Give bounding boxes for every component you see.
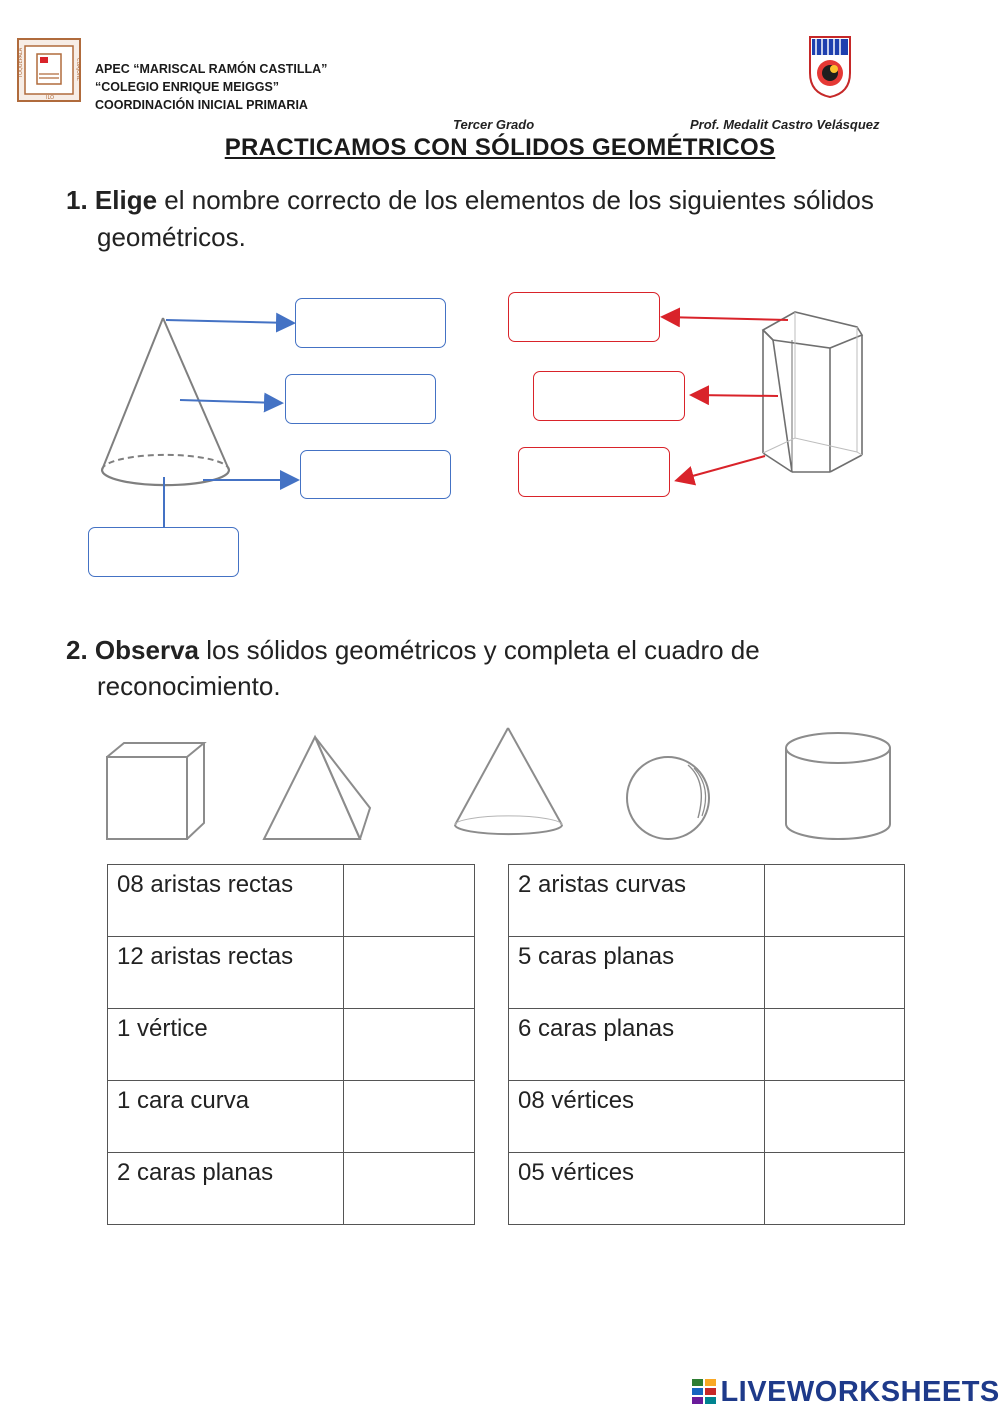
grade-label: Tercer Grado	[453, 117, 535, 132]
college-crest-icon	[806, 33, 854, 99]
table-right-answer-1[interactable]	[765, 865, 905, 937]
arrow-prism-base	[664, 317, 788, 320]
table-left-answer-1[interactable]	[344, 865, 475, 937]
table-right	[508, 864, 905, 1225]
table-right-answer-4[interactable]	[765, 1081, 905, 1153]
table-row	[509, 937, 905, 1009]
sphere-shape	[627, 757, 709, 839]
table-left-label: 2 caras planas	[108, 1153, 344, 1225]
school-name-line2: “COLEGIO ENRIQUE MEIGGS”	[95, 80, 280, 94]
table-right-label: 5 caras planas	[509, 937, 765, 1009]
question-2	[66, 632, 976, 669]
question-2-number: 2.	[66, 635, 88, 665]
question-1-text-line2: geométricos.	[97, 222, 246, 252]
question-1	[66, 182, 976, 219]
cone-answer-box-1[interactable]	[295, 298, 446, 348]
footer-logo	[692, 1376, 1000, 1409]
table-right-answer-3[interactable]	[765, 1009, 905, 1081]
table-row	[509, 1009, 905, 1081]
table-left-label: 1 vértice	[108, 1009, 344, 1081]
table-right-answer-5[interactable]	[765, 1153, 905, 1225]
cone-small-shape	[455, 728, 562, 834]
table-left-answer-5[interactable]	[344, 1153, 475, 1225]
arrow-lateral-face	[180, 400, 280, 403]
svg-text:ILO: ILO	[46, 95, 55, 101]
cone-answer-box-2[interactable]	[285, 374, 436, 424]
table-left-answer-4[interactable]	[344, 1081, 475, 1153]
svg-text:CUAJONE: CUAJONE	[75, 58, 81, 81]
table-right-label: 08 vértices	[509, 1081, 765, 1153]
school-logo-left	[17, 38, 81, 102]
prism-answer-box-2[interactable]	[533, 371, 685, 421]
footer-brand: LIVEWORKSHEETS	[720, 1376, 1000, 1408]
table-left-label: 08 aristas rectas	[108, 865, 344, 937]
table-row	[108, 1153, 475, 1225]
school-logo-right	[806, 33, 854, 99]
table-row	[108, 1009, 475, 1081]
question-2-text: los sólidos geométricos y completa el cuadro de	[199, 635, 760, 665]
table-row	[108, 865, 475, 937]
table-left	[107, 864, 475, 1225]
svg-text:TOQUEPALA: TOQUEPALA	[18, 47, 24, 78]
arrow-vertex	[166, 320, 292, 323]
cone-answer-box-3[interactable]	[300, 450, 451, 499]
school-name-line1: APEC “MARISCAL RAMÓN CASTILLA”	[95, 62, 328, 76]
arrow-prism-face	[693, 395, 778, 396]
table-left-label: 1 cara curva	[108, 1081, 344, 1153]
cone-answer-box-4[interactable]	[88, 527, 239, 577]
school-name-line3: COORDINACIÓN INICIAL PRIMARIA	[95, 98, 308, 112]
teacher-label: Prof. Medalit Castro Velásquez	[690, 117, 880, 132]
school-shield-icon	[17, 38, 81, 102]
table-row	[509, 865, 905, 937]
solids-row	[0, 720, 1000, 845]
prism-answer-box-3[interactable]	[518, 447, 670, 497]
cylinder-shape	[786, 733, 890, 839]
table-right-label: 05 vértices	[509, 1153, 765, 1225]
question-1-keyword: Elige	[94, 185, 158, 215]
table-left-answer-2[interactable]	[344, 937, 475, 1009]
table-left-label: 12 aristas rectas	[108, 937, 344, 1009]
table-right-label: 2 aristas curvas	[509, 865, 765, 937]
page-title: PRACTICAMOS CON SÓLIDOS GEOMÉTRICOS	[224, 134, 776, 161]
hexagonal-prism-shape	[763, 312, 862, 472]
question-2-text-line2: reconocimiento.	[97, 671, 281, 701]
cube-shape	[107, 743, 204, 839]
question-1-text: el nombre correcto de los elementos de los siguientes sólidos	[157, 185, 874, 215]
table-row	[108, 1081, 475, 1153]
liveworksheets-logo-icon	[692, 1379, 716, 1405]
pyramid-shape	[264, 737, 370, 839]
table-right-answer-2[interactable]	[765, 937, 905, 1009]
table-row	[108, 937, 475, 1009]
prism-answer-box-1[interactable]	[508, 292, 660, 342]
table-row	[509, 1081, 905, 1153]
table-right-label: 6 caras planas	[509, 1009, 765, 1081]
question-2-keyword: Observa	[94, 635, 199, 665]
arrow-prism-edge	[678, 456, 765, 480]
table-left-answer-3[interactable]	[344, 1009, 475, 1081]
table-row	[509, 1153, 905, 1225]
question-1-number: 1.	[66, 185, 88, 215]
